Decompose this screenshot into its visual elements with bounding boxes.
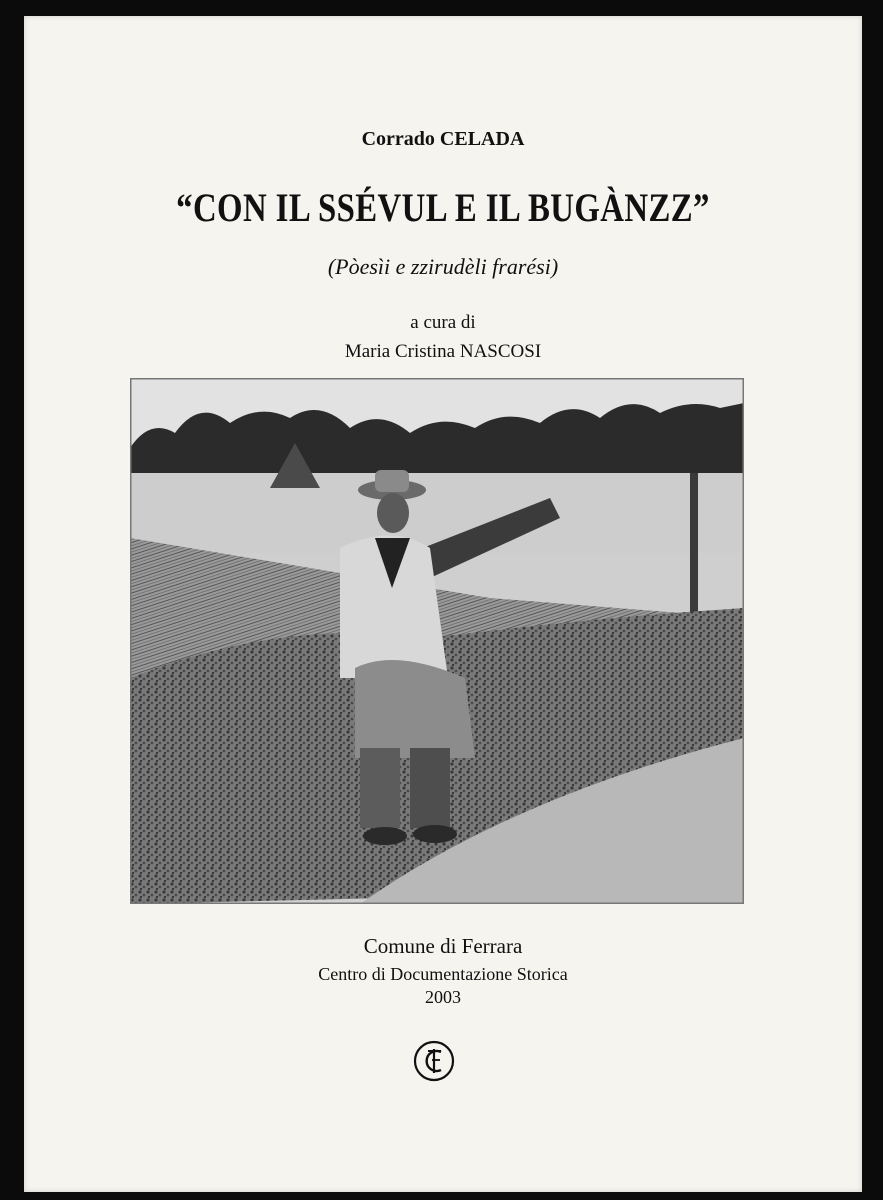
cdf-monogram-logo-icon <box>413 1040 455 1082</box>
editor-prefix: a cura di <box>410 312 476 333</box>
cover-photo <box>130 378 744 904</box>
book-title: “CON IL SSÉVUL E IL BUGÀNZZ” <box>176 185 710 230</box>
haystack-photo-icon <box>130 378 744 904</box>
publication-year: 2003 <box>425 987 461 1007</box>
editor-name: Maria Cristina NASCOSI <box>344 341 542 362</box>
publisher-name: Comune di Ferrara <box>363 934 523 958</box>
author-name: Corrado CELADA <box>361 128 525 150</box>
book-cover <box>24 16 862 1192</box>
book-subtitle: (Pòesìi e zzirudèli frarési) <box>327 254 559 279</box>
publisher-division: Centro di Documentazione Storica <box>318 964 568 984</box>
